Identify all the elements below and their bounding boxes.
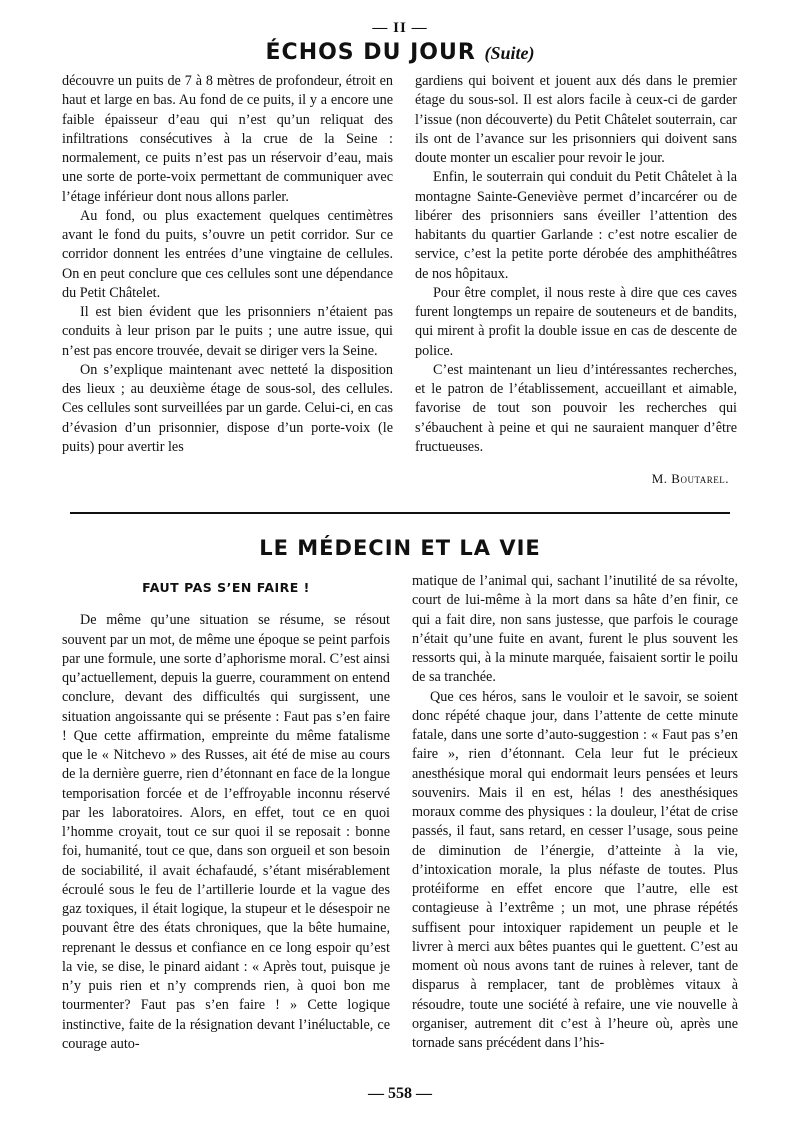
echos-right-paragraph: Enfin, le souterrain qui conduit du Petit Châtelet à la montagne Sainte-Geneviève permet d’incarcérer ou de libérer des prisonniers sans éveiller l’attention des habitants du quartier Garlande : c’est notre escalier de service, c’est la petite porte dérobée des amphithéâtres de nos hôpitaux. <box>415 169 737 282</box>
section-divider <box>70 512 730 514</box>
echos-right-column <box>415 72 737 488</box>
medecin-right-paragraph: Que ces héros, sans le vouloir et le savoir, se soient donc répété chaque jour, dans l’attente de cette minute fatale, dans une sorte d’auto-suggestion : « Faut pas s’en faire », rien d’étonnant. Cela leur fut le précieux anesthésique moral qui endormait leurs pensées et leurs souvenirs. Mais il en est, hélas ! des anesthésiques moraux comme des physiques : la douleur, l’état de crise passés, il faut, sans retard, en cesser l’usage, sous peine de diminution de l’énergie, d’atteinte à la vie, d’intoxication morale, la plus néfaste de toutes. Plus protéiforme en effet encore que l’autre, elle est contagieuse à l’extrême ; un mot, une phrase répétés suffisent pour intoxiquer rapidement un peuple et le livrer à merci aux bêtes puantes qui le guettent. C’est au moment où nous avons tant de ruines à relever, tant de disparus à remplacer, tant de problèmes vitaux à résoudre, toute une société à refaire, une vie nouvelle à organiser, autrement dit c’est à l’heure où, après une tornade sans précédent dans l’his- <box>412 688 738 1051</box>
medecin-left-paragraph: De même qu’une situation se résume, se résout souvent par un mot, de même une époque se peint parfois par une formule, une sorte d’aphorisme moral. C’est ainsi qu’actuellement, depuis la guerre, couramment on entend conclure, devant des difficultés qui surgissent, une situation angoissante qui se présente : Faut pas s’en faire ! Que cette affirmation, empreinte du même fatalisme que le « Nitchevo » des Russes, ait été de mise au cours de la dernière guerre, rien d’étonnant en face de la longue temporisation forcée et de l’effroyable inconnu réservé par les laboratoires. Alors, en effet, tout ce en quoi l’homme croyait, tout ce sur quoi il se reposait : bonne foi, humanité, tout ce que, dans son orgueil et son besoin de sociabilité, il avait échafaudé, s’étant misérablement écroulé sous le feu de l’artillerie lourde et la vague des gaz toxiques, il était logique, la stupeur et le désespoir ne pouvant être des états chroniques, que la bête humaine, reprenant le dessus et confiance en ce long espoir qu’est la vie, se dise, le pinard aidant : « Après tout, puisque je n’y puis rien et n’y comprends rien, à quoi bon me tourmenter? Faut pas s’en faire ! » Cette logique instinctive, faite de la résignation devant l’inéluctable, ce courage auto- <box>62 612 390 1052</box>
echos-title-suffix: (Suite) <box>484 43 535 63</box>
author-signature: M. Boutarel. <box>651 471 729 486</box>
echos-left-paragraph: On s’explique maintenant avec netteté la disposition des lieux ; au deuxième étage de sous-sol, des cellules. Ces cellules sont surveillées par un garde. Celui-ci, en cas d’évasion d’un prisonnier, dispose d’un porte-voix (le puits) pour avertir les <box>62 361 393 455</box>
echos-title-text: ÉCHOS DU JOUR <box>265 40 476 65</box>
echos-title <box>0 40 800 65</box>
medecin-title: LE MÉDECIN ET LA VIE <box>259 536 541 560</box>
echos-left-paragraph: découvre un puits de 7 à 8 mètres de profondeur, étroit en haut et large en bas. Au fond de ce puits, il y a encore une faible épaisseur d’eau qui n’est qu’un reliquat des infiltrations consécutives à la crue de la Seine : normalement, ce puits n’est pas un réservoir d’eau, mais une sorte de porte-voix permettant de communiquer avec l’étage inférieur dont nous allons parler. <box>62 73 393 205</box>
article-subtitle: FAUT PAS S’EN FAIRE ! <box>142 580 310 595</box>
medecin-right-column <box>412 572 738 1053</box>
echos-right-paragraph: Pour être complet, il nous reste à dire que ces caves furent longtemps un repaire de souteneurs et de bandits, qui mirent à profit la double issue en cas de descente de police. <box>415 284 737 359</box>
running-head: — II — <box>372 20 428 36</box>
echos-right-paragraph: C’est maintenant un lieu d’intéressantes recherches, et le patron de l’établissement, accueillant et aimable, favorise de tout son pouvoir les recherches qui s’ébauchent à peine et qui ne sauraient manquer d’être fructueuses. <box>415 361 737 455</box>
echos-left-paragraph: Au fond, ou plus exactement quelques centimètres avant le fond du puits, s’ouvre un petit corridor. Sur ce corridor donnent les entrées d’une vingtaine de cellules. On en peut conclure que ces cellules sont une dépendance du Petit Châtelet. <box>62 207 393 301</box>
echos-left-column <box>62 72 393 457</box>
medecin-left-column <box>62 572 390 1054</box>
page-number: — 558 — <box>368 1085 432 1102</box>
echos-right-paragraph: gardiens qui boivent et jouent aux dés dans le premier étage du sous-sol. Il est alors facile à ceux-ci de garder l’issue (non découverte) du Petit Châtelet souterrain, car ils ont de l’avance sur les prisonniers qui doivent sans doute monter un escalier pour revoir le jour. <box>415 73 737 166</box>
echos-left-paragraph: Il est bien évident que les prisonniers n’étaient pas conduits à leur prison par le puits ; une autre issue, qui n’est pas encore trouvée, devait se diriger vers la Seine. <box>62 304 393 359</box>
medecin-right-paragraph: matique de l’animal qui, sachant l’inutilité de sa révolte, court de lui-même à la mort dans sa hâte d’en finir, ce qui a fait dire, non sans justesse, que parfois le courage n’était qu’une fuite en avant, furent le plus souvent les ressorts qui, à la minute marquée, faisaient sortir le poilu de sa tranchée. <box>412 573 738 686</box>
